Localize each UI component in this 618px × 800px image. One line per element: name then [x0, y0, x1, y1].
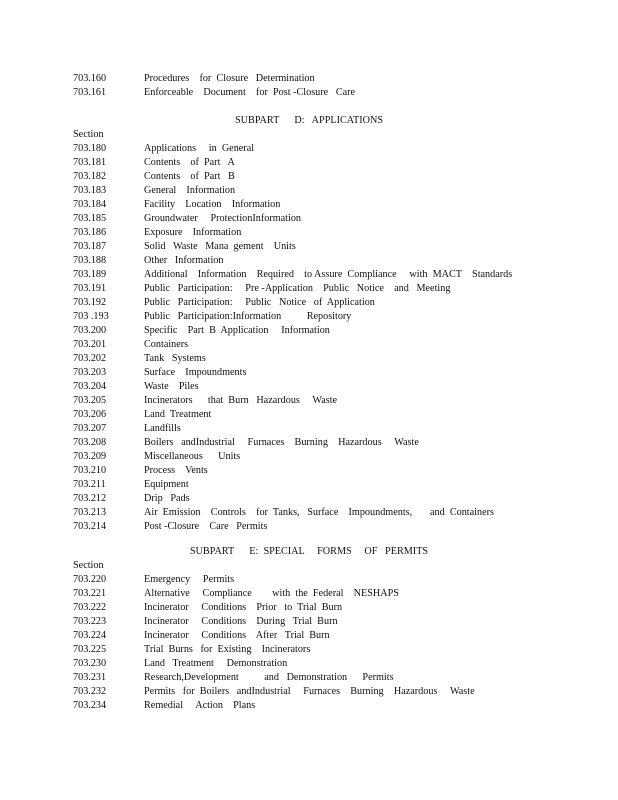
list-item [73, 394, 593, 408]
list-item [73, 699, 593, 713]
list-item [73, 156, 593, 170]
section-title: Emergency Permits [144, 574, 235, 585]
list-item [73, 643, 593, 657]
section-title: Incinerator Conditions Prior to Trial Burn [144, 602, 343, 613]
list-item [73, 615, 593, 629]
section-number: 703.211 [73, 479, 106, 490]
section-number: 703.223 [73, 616, 107, 627]
section-number: 703.210 [73, 465, 107, 476]
section-title: Post -Closure Care Permits [144, 521, 268, 532]
list-item [73, 408, 593, 422]
list-item [73, 366, 593, 380]
section-number: 703.183 [73, 185, 107, 196]
section-title: Tank Systems [144, 353, 206, 364]
section-number: 703.192 [73, 297, 107, 308]
section-number: 703.222 [73, 602, 107, 613]
list-item [73, 450, 593, 464]
section-number: 703.207 [73, 423, 107, 434]
list-item [73, 380, 593, 394]
section-title: Enforceable Document for Post -Closure Care [144, 87, 356, 98]
section-number: 703.234 [73, 700, 107, 711]
subpart-e-list [73, 573, 593, 713]
section-title: Waste Piles [144, 381, 199, 392]
section-title: Trial Burns for Existing Incinerators [144, 644, 311, 655]
section-title: Incinerators that Burn Hazardous Waste [144, 395, 338, 406]
list-item [73, 657, 593, 671]
section-title: Surface Impoundments [144, 367, 247, 378]
section-number: 703 .193 [73, 311, 109, 322]
section-number: 703.220 [73, 574, 107, 585]
list-item [73, 72, 593, 86]
section-number: 703.224 [73, 630, 107, 641]
section-number: 703.201 [73, 339, 107, 350]
section-title: Public Participation: Public Notice of Application [144, 297, 375, 308]
section-title: Exposure Information [144, 227, 242, 238]
section-number: 703.206 [73, 409, 107, 420]
list-item [73, 86, 593, 100]
section-title: Applications in General [144, 143, 255, 154]
list-item [73, 338, 593, 352]
section-number: 703.204 [73, 381, 107, 392]
section-title: Other Information [144, 255, 224, 266]
section-number: 703.160 [73, 73, 107, 84]
section-title: Boilers andIndustrial Furnaces Burning Hazardous Waste [144, 437, 419, 448]
list-item [73, 422, 593, 436]
section-title: Containers [144, 339, 189, 350]
list-item [73, 573, 593, 587]
section-number: 703.180 [73, 143, 107, 154]
section-title: Land Treatment Demonstration [144, 658, 288, 669]
section-title: Public Participation: Pre -Application Public Notice and Meeting [144, 283, 451, 294]
section-title: General Information [144, 185, 236, 196]
subpart-e-heading: SUBPART E: SPECIAL FORMS OF PERMITS [189, 546, 429, 557]
section-title: Process Vents [144, 465, 208, 476]
section-number: 703.225 [73, 644, 107, 655]
section-number: 703.202 [73, 353, 107, 364]
section-number: 703.231 [73, 672, 107, 683]
list-item [73, 685, 593, 699]
list-item [73, 296, 593, 310]
subpart-d-heading: SUBPART D: APPLICATIONS [235, 115, 383, 126]
section-title: Incinerator Conditions During Trial Burn [144, 616, 338, 627]
list-item [73, 464, 593, 478]
list-item [73, 671, 593, 685]
section-column-label: Section [73, 129, 104, 140]
section-number: 703.212 [73, 493, 107, 504]
list-item [73, 212, 593, 226]
list-item [73, 310, 593, 324]
section-title: Miscellaneous Units [144, 451, 241, 462]
section-number: 703.184 [73, 199, 107, 210]
section-number: 703.181 [73, 157, 107, 168]
section-number: 703.232 [73, 686, 107, 697]
section-title: Air Emission Controls for Tanks, Surface Impoundments, and Containers [144, 507, 494, 518]
section-title: Alternative Compliance with the Federal NESHAPS [144, 588, 399, 599]
list-item [73, 520, 593, 534]
section-number: 703.214 [73, 521, 107, 532]
section-number: 703.191 [73, 283, 107, 294]
section-title: Drip Pads [144, 493, 190, 504]
list-item [73, 240, 593, 254]
section-number: 703.203 [73, 367, 107, 378]
list-item [73, 198, 593, 212]
section-title: Facility Location Information [144, 199, 281, 210]
section-title: Groundwater ProtectionInformation [144, 213, 302, 224]
list-item [73, 492, 593, 506]
section-number: 703.182 [73, 171, 107, 182]
section-title: Land Treatment [144, 409, 212, 420]
subpart-e [73, 545, 593, 713]
subpart-d-list [73, 142, 593, 534]
section-title: Remedial Action Plans [144, 700, 256, 711]
section-title: Contents of Part A [144, 157, 235, 168]
section-column-label: Section [73, 560, 104, 571]
section-title: Landfills [144, 423, 181, 434]
list-item [73, 352, 593, 366]
subpart-d [73, 114, 593, 534]
list-item [73, 478, 593, 492]
intro-section-list [73, 72, 593, 100]
section-number: 703.200 [73, 325, 107, 336]
section-number: 703.213 [73, 507, 107, 518]
section-title: Incinerator Conditions After Trial Burn [144, 630, 330, 641]
section-number: 703.208 [73, 437, 107, 448]
list-item [73, 601, 593, 615]
list-item [73, 184, 593, 198]
section-number: 703.186 [73, 227, 107, 238]
section-number: 703.188 [73, 255, 107, 266]
section-number: 703.209 [73, 451, 107, 462]
section-title: Contents of Part B [144, 171, 235, 182]
list-item [73, 324, 593, 338]
list-item [73, 142, 593, 156]
list-item [73, 226, 593, 240]
list-item [73, 170, 593, 184]
section-number: 703.205 [73, 395, 107, 406]
list-item [73, 629, 593, 643]
section-title: Solid Waste Mana gement Units [144, 241, 296, 252]
list-item [73, 254, 593, 268]
section-title: Equipment [144, 479, 189, 490]
section-title: Research,Development and Demonstration Permits [144, 672, 394, 683]
section-number: 703.230 [73, 658, 107, 669]
section-title: Public Participation:Information Repository [144, 311, 352, 322]
section-number: 703.187 [73, 241, 107, 252]
list-item [73, 268, 593, 282]
list-item [73, 436, 593, 450]
section-title: Specific Part B Application Information [144, 325, 330, 336]
list-item [73, 587, 593, 601]
list-item [73, 282, 593, 296]
section-number: 703.221 [73, 588, 107, 599]
section-title: Additional Information Required to Assure Compliance with MACT Standards [144, 269, 513, 280]
list-item [73, 506, 593, 520]
section-number: 703.189 [73, 269, 107, 280]
section-number: 703.161 [73, 87, 107, 98]
section-number: 703.185 [73, 213, 107, 224]
section-title: Procedures for Closure Determination [144, 73, 315, 84]
section-title: Permits for Boilers andIndustrial Furnaces Burning Hazardous Waste [144, 686, 475, 697]
